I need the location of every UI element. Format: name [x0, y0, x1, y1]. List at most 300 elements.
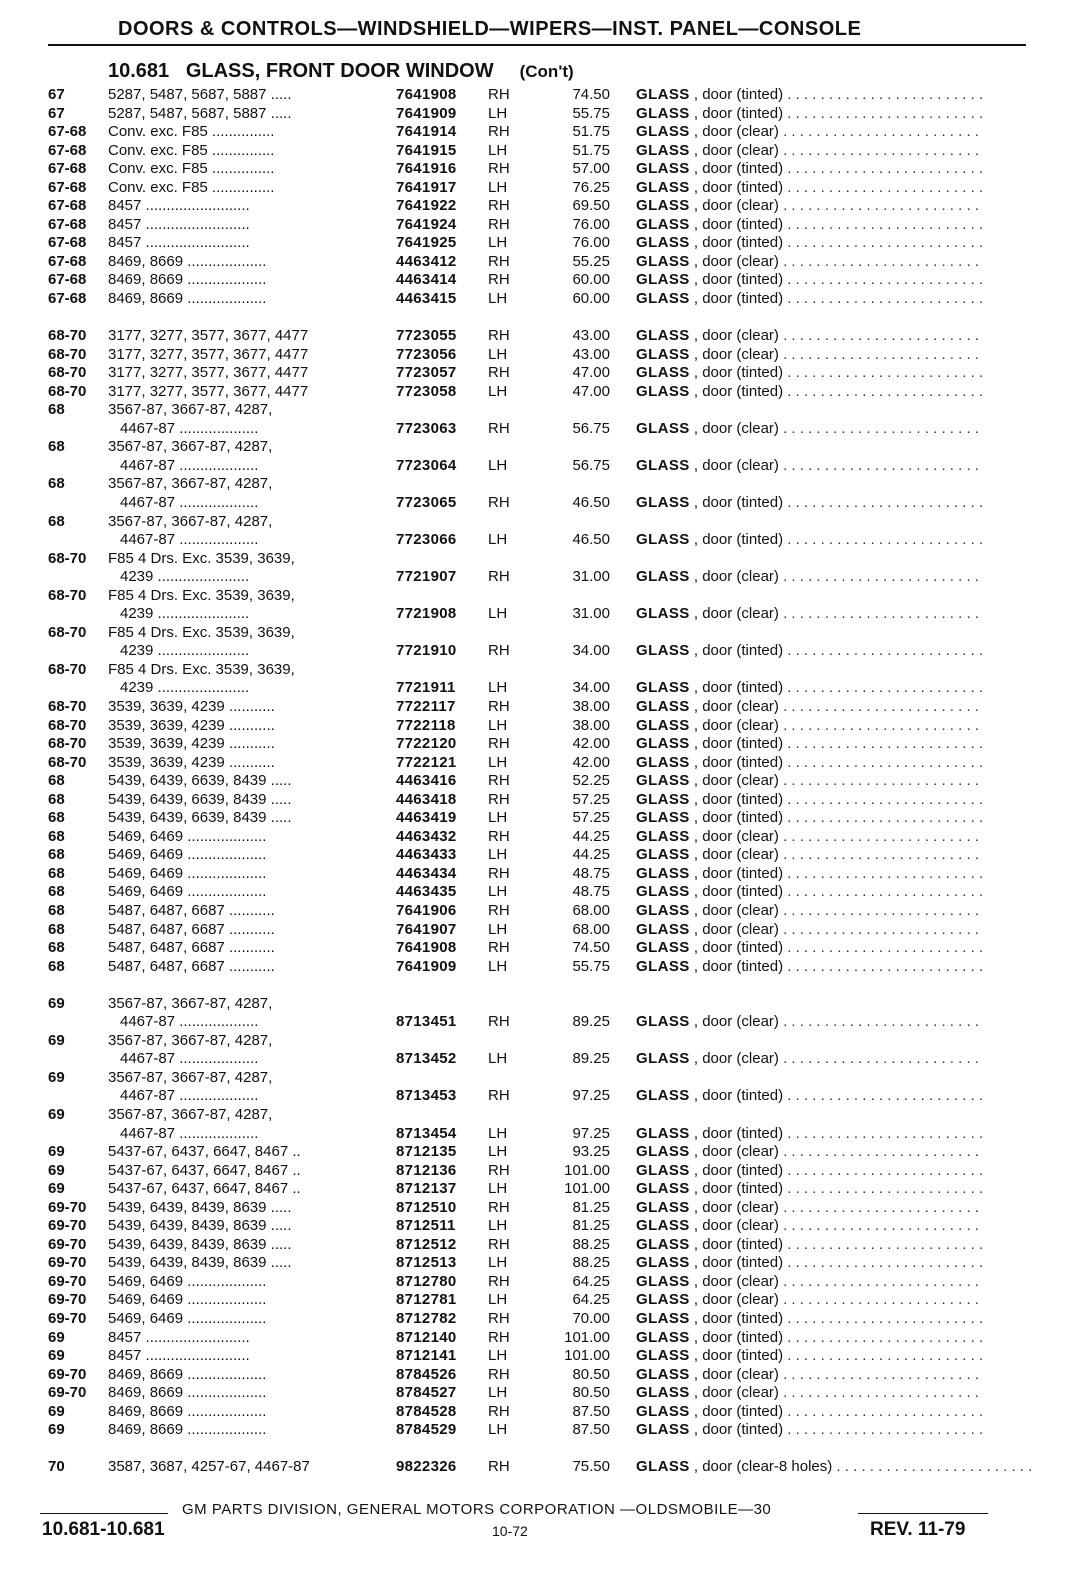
row-separator: ,	[689, 698, 703, 715]
row-description	[636, 605, 1002, 624]
row-separator: ,	[689, 735, 703, 753]
table-row	[0, 1069, 1084, 1106]
row-description-text: door (clear)	[702, 902, 779, 920]
row-separator: ,	[689, 271, 703, 289]
row-year: 68-70	[48, 549, 87, 567]
row-part-number: 7641914	[396, 123, 457, 141]
row-glass-label: GLASS	[636, 104, 690, 122]
row-model-line: 4467-87 ...................	[120, 1050, 259, 1068]
table-row	[0, 921, 1084, 940]
row-description-text: door (tinted)	[702, 1310, 784, 1327]
row-description-text: door (clear)	[702, 1050, 779, 1068]
row-part-number: 8712782	[396, 1310, 457, 1327]
row-price: 74.50	[572, 939, 610, 957]
row-year: 69-70	[48, 1235, 87, 1253]
row-part-number: 7641908	[396, 939, 457, 957]
table-row	[0, 717, 1084, 736]
row-description-text: door (clear)	[702, 568, 779, 586]
row-glass-label: GLASS	[636, 809, 690, 827]
row-glass-label: GLASS	[636, 252, 690, 270]
row-year: 69-70	[48, 1365, 87, 1383]
row-glass-label: GLASS	[636, 1161, 690, 1179]
row-part-number: 7722120	[396, 735, 457, 753]
row-side: LH	[488, 456, 508, 474]
row-model-line: 4239 ......................	[120, 605, 250, 623]
leader-dots: . . . . . . . . . . . . . . . . . . . . . . . .	[778, 327, 979, 345]
row-year: 69-70	[48, 1198, 87, 1216]
leader-dots: . . . . . . . . . . . . . . . . . . . . . . . .	[783, 531, 984, 549]
row-part-number: 7641907	[396, 920, 457, 938]
table-row	[0, 883, 1084, 902]
row-model	[108, 1384, 374, 1403]
row-model-line: 3177, 3277, 3577, 3677, 4477	[108, 364, 309, 382]
row-model-line: 5439, 6439, 8439, 8639 .....	[108, 1235, 292, 1253]
row-glass-label: GLASS	[636, 1087, 690, 1105]
row-price: 47.00	[572, 382, 610, 400]
row-model	[108, 735, 374, 754]
row-description-text: door (clear)	[702, 698, 779, 715]
row-description	[636, 1050, 1002, 1069]
row-description	[636, 364, 1002, 383]
table-row	[0, 364, 1084, 383]
row-year: 67-68	[48, 141, 87, 159]
row-year: 67	[48, 104, 65, 122]
row-side: LH	[488, 605, 508, 623]
row-glass-label: GLASS	[636, 1421, 690, 1439]
row-model-line: 5487, 6487, 6687 ...........	[108, 957, 275, 975]
row-price: 48.75	[572, 864, 610, 882]
leader-dots: . . . . . . . . . . . . . . . . . . . . . . . .	[783, 364, 984, 382]
row-description	[636, 1254, 1002, 1273]
row-description	[636, 1329, 1002, 1348]
leader-dots: . . . . . . . . . . . . . . . . . . . . . . . .	[783, 809, 984, 827]
row-model	[108, 475, 374, 512]
row-side: RH	[488, 493, 510, 511]
row-model-line: 4239 ......................	[120, 679, 250, 697]
row-glass-label: GLASS	[636, 1384, 690, 1402]
row-description-text: door (tinted)	[702, 1161, 784, 1179]
row-price: 101.00	[564, 1161, 610, 1179]
row-year: 68-70	[48, 753, 87, 771]
row-part-number: 7641925	[396, 234, 457, 252]
row-side: RH	[488, 864, 510, 882]
row-description	[636, 197, 1002, 216]
row-model	[108, 1032, 374, 1069]
row-separator: ,	[689, 902, 703, 920]
row-year: 68-70	[48, 327, 87, 345]
leader-dots: . . . . . . . . . . . . . . . . . . . . . . . .	[783, 104, 984, 122]
row-side: RH	[488, 1458, 510, 1476]
row-description-text: door (clear)	[702, 605, 779, 623]
row-model-line: 5439, 6439, 6639, 8439 .....	[108, 790, 292, 808]
row-part-number: 7723063	[396, 419, 457, 437]
row-separator: ,	[689, 1198, 703, 1216]
row-year: 69	[48, 1068, 65, 1086]
row-model	[108, 958, 374, 977]
row-side: LH	[488, 345, 508, 363]
row-description-text: door (tinted)	[702, 864, 784, 882]
row-description	[636, 86, 1002, 105]
leader-dots: . . . . . . . . . . . . . . . . . . . . . . . .	[783, 1328, 984, 1346]
footer-rule-left	[40, 1513, 168, 1514]
row-part-number: 7641917	[396, 178, 457, 196]
row-description	[636, 1384, 1002, 1403]
leader-dots: . . . . . . . . . . . . . . . . . . . . . . . .	[778, 827, 979, 845]
row-year: 67-68	[48, 160, 87, 178]
row-year: 67-68	[48, 290, 87, 308]
row-glass-label: GLASS	[636, 290, 690, 308]
row-side: RH	[488, 197, 510, 215]
row-year: 69	[48, 1031, 65, 1049]
row-separator: ,	[689, 957, 703, 975]
row-model-line: F85 4 Drs. Exc. 3539, 3639,	[108, 623, 295, 641]
leader-dots: . . . . . . . . . . . . . . . . . . . . . . . .	[783, 679, 984, 697]
row-model-line: 5439, 6439, 6639, 8439 .....	[108, 809, 292, 827]
row-model-line: 3177, 3277, 3577, 3677, 4477	[108, 382, 309, 400]
leader-dots: . . . . . . . . . . . . . . . . . . . . . . . .	[832, 1458, 1033, 1476]
row-model-line: 5287, 5487, 5687, 5887 .....	[108, 104, 292, 122]
table-row	[0, 809, 1084, 828]
row-model-line: 5439, 6439, 6639, 8439 .....	[108, 772, 292, 790]
row-separator: ,	[689, 642, 703, 660]
row-glass-label: GLASS	[636, 178, 690, 196]
leader-dots: . . . . . . . . . . . . . . . . . . . . . . . .	[778, 197, 979, 215]
table-row	[0, 197, 1084, 216]
leader-dots: . . . . . . . . . . . . . . . . . . . . . . . .	[783, 1254, 984, 1272]
row-price: 47.00	[572, 364, 610, 382]
row-separator: ,	[689, 827, 703, 845]
leader-dots: . . . . . . . . . . . . . . . . . . . . . . . .	[778, 419, 979, 437]
row-model	[108, 179, 374, 198]
row-price: 97.25	[572, 1124, 610, 1142]
row-model-line: 4239 ......................	[120, 642, 250, 660]
leader-dots: . . . . . . . . . . . . . . . . . . . . . . . .	[783, 957, 984, 975]
row-description	[636, 1013, 1002, 1032]
row-separator: ,	[689, 939, 703, 957]
row-model	[108, 271, 374, 290]
row-side: LH	[488, 753, 508, 771]
row-description-text: door (clear)	[702, 456, 779, 474]
row-description-text: door (tinted)	[702, 1124, 784, 1142]
row-part-number: 8712140	[396, 1328, 457, 1346]
row-year: 69	[48, 994, 65, 1012]
leader-dots: . . . . . . . . . . . . . . . . . . . . . . . .	[783, 271, 984, 289]
row-price: 101.00	[564, 1347, 610, 1365]
row-year: 68	[48, 827, 65, 845]
row-description	[636, 253, 1002, 272]
row-price: 57.00	[572, 160, 610, 178]
row-year: 67	[48, 86, 65, 103]
row-model-line: 8469, 8669 ...................	[108, 1365, 267, 1383]
row-part-number: 7641909	[396, 957, 457, 975]
row-glass-label: GLASS	[636, 1217, 690, 1235]
table-row	[0, 142, 1084, 161]
row-model	[108, 624, 374, 661]
leader-dots: . . . . . . . . . . . . . . . . . . . . . . . .	[783, 1087, 984, 1105]
row-description	[636, 735, 1002, 754]
row-description-text: door (clear)	[702, 345, 779, 363]
row-model	[108, 883, 374, 902]
row-separator: ,	[689, 419, 703, 437]
row-model	[108, 995, 374, 1032]
row-price: 97.25	[572, 1087, 610, 1105]
row-model-line: 3567-87, 3667-87, 4287,	[108, 438, 273, 456]
row-model-line: 4467-87 ...................	[120, 493, 259, 511]
table-row	[0, 1162, 1084, 1181]
row-side: RH	[488, 1272, 510, 1290]
leader-dots: . . . . . . . . . . . . . . . . . . . . . . . .	[783, 1402, 984, 1420]
row-separator: ,	[689, 1402, 703, 1420]
row-description-text: door (clear)	[702, 141, 779, 159]
leader-dots: . . . . . . . . . . . . . . . . . . . . . . . .	[778, 141, 979, 159]
row-model	[108, 1199, 374, 1218]
row-description-text: door (tinted)	[702, 215, 784, 233]
section-heading: 10.681 GLASS, FRONT DOOR WINDOW	[108, 60, 494, 82]
row-price: 69.50	[572, 197, 610, 215]
row-separator: ,	[689, 1180, 703, 1198]
table-row	[0, 1366, 1084, 1385]
leader-dots: . . . . . . . . . . . . . . . . . . . . . . . .	[783, 493, 984, 511]
row-description-text: door (clear-8 holes)	[702, 1458, 833, 1476]
table-row	[0, 253, 1084, 272]
row-description-text: door (tinted)	[702, 679, 784, 697]
row-description	[636, 1310, 1002, 1329]
row-model-line: 8469, 8669 ...................	[108, 1384, 267, 1402]
leader-dots: . . . . . . . . . . . . . . . . . . . . . . . .	[783, 642, 984, 660]
row-description-text: door (tinted)	[702, 1347, 784, 1365]
leader-dots: . . . . . . . . . . . . . . . . . . . . . . . .	[778, 123, 979, 141]
row-price: 88.25	[572, 1254, 610, 1272]
row-model-line: 3539, 3639, 4239 ...........	[108, 698, 275, 715]
row-part-number: 8712513	[396, 1254, 457, 1272]
row-glass-label: GLASS	[636, 1254, 690, 1272]
row-separator: ,	[689, 1217, 703, 1235]
table-row	[0, 1199, 1084, 1218]
parts-table	[0, 86, 1084, 1477]
row-glass-label: GLASS	[636, 1124, 690, 1142]
row-model	[108, 383, 374, 402]
leader-dots: . . . . . . . . . . . . . . . . . . . . . . . .	[778, 920, 979, 938]
table-row	[0, 1421, 1084, 1440]
row-model-line: 4467-87 ...................	[120, 456, 259, 474]
row-model	[108, 216, 374, 235]
leader-dots: . . . . . . . . . . . . . . . . . . . . . . . .	[783, 864, 984, 882]
row-year: 68-70	[48, 716, 87, 734]
row-price: 38.00	[572, 716, 610, 734]
leader-dots: . . . . . . . . . . . . . . . . . . . . . . . .	[783, 215, 984, 233]
row-part-number: 7722118	[396, 716, 456, 734]
row-separator: ,	[689, 215, 703, 233]
row-glass-label: GLASS	[636, 920, 690, 938]
row-description	[636, 568, 1002, 587]
row-side: LH	[488, 920, 508, 938]
row-model	[108, 661, 374, 698]
row-side: RH	[488, 772, 510, 790]
row-part-number: 7723056	[396, 345, 457, 363]
row-part-number: 8784526	[396, 1365, 457, 1383]
leader-dots: . . . . . . . . . . . . . . . . . . . . . . . .	[783, 753, 984, 771]
row-description	[636, 1199, 1002, 1218]
row-description-text: door (clear)	[702, 252, 779, 270]
table-row	[0, 1106, 1084, 1143]
row-price: 93.25	[572, 1143, 610, 1161]
row-year: 69	[48, 1180, 65, 1198]
row-description-text: door (tinted)	[702, 1421, 784, 1439]
leader-dots: . . . . . . . . . . . . . . . . . . . . . . . .	[783, 1347, 984, 1365]
row-side: RH	[488, 902, 510, 920]
row-description-text: door (clear)	[702, 1217, 779, 1235]
row-model-line: 8469, 8669 ...................	[108, 1421, 267, 1439]
table-row	[0, 846, 1084, 865]
row-description-text: door (tinted)	[702, 1254, 784, 1272]
row-year: 68	[48, 902, 65, 920]
row-side: RH	[488, 1087, 510, 1105]
row-price: 68.00	[572, 902, 610, 920]
row-description-text: door (clear)	[702, 1272, 779, 1290]
row-description-text: door (tinted)	[702, 271, 784, 289]
row-separator: ,	[689, 1143, 703, 1161]
row-description	[636, 1143, 1002, 1162]
table-row	[0, 772, 1084, 791]
row-separator: ,	[689, 716, 703, 734]
row-side: LH	[488, 1180, 508, 1198]
table-row	[0, 1403, 1084, 1422]
leader-dots: . . . . . . . . . . . . . . . . . . . . . . . .	[783, 1124, 984, 1142]
row-description	[636, 865, 1002, 884]
table-row	[0, 290, 1084, 309]
row-description-text: door (tinted)	[702, 382, 784, 400]
row-price: 68.00	[572, 920, 610, 938]
row-separator: ,	[689, 920, 703, 938]
row-model	[108, 1310, 374, 1329]
row-separator: ,	[689, 364, 703, 382]
row-model	[108, 123, 374, 142]
row-model	[108, 327, 374, 346]
row-description-text: door (clear)	[702, 1365, 779, 1383]
row-model-line: 8457 .........................	[108, 197, 250, 215]
row-model-line: Conv. exc. F85 ...............	[108, 123, 275, 141]
row-model-line: 4467-87 ...................	[120, 419, 259, 437]
row-model	[108, 1458, 374, 1477]
leader-dots: . . . . . . . . . . . . . . . . . . . . . . . .	[778, 252, 979, 270]
row-model	[108, 438, 374, 475]
row-description-text: door (tinted)	[702, 939, 784, 957]
table-row	[0, 1458, 1084, 1477]
row-part-number: 8712141	[396, 1347, 457, 1365]
row-separator: ,	[689, 178, 703, 196]
row-part-number: 8712512	[396, 1235, 457, 1253]
row-model	[108, 197, 374, 216]
row-side: RH	[488, 939, 510, 957]
row-glass-label: GLASS	[636, 790, 690, 808]
row-year: 68	[48, 846, 65, 864]
row-model-line: 3567-87, 3667-87, 4287,	[108, 401, 273, 419]
row-separator: ,	[689, 753, 703, 771]
footer-publisher: GM PARTS DIVISION, GENERAL MOTORS CORPORATION —OLDSMOBILE—30	[182, 1501, 772, 1518]
row-year: 68-70	[48, 698, 87, 715]
row-year: 69	[48, 1328, 65, 1346]
row-model-line: 3567-87, 3667-87, 4287,	[108, 475, 273, 493]
leader-dots: . . . . . . . . . . . . . . . . . . . . . . . .	[783, 883, 984, 901]
row-description-text: door (clear)	[702, 1198, 779, 1216]
row-model	[108, 142, 374, 161]
row-model	[108, 1291, 374, 1310]
row-part-number: 8712781	[396, 1291, 457, 1309]
row-model	[108, 1254, 374, 1273]
row-year: 69-70	[48, 1384, 87, 1402]
row-part-number: 7722117	[396, 698, 456, 715]
row-model-line: 3539, 3639, 4239 ...........	[108, 735, 275, 753]
row-part-number: 8712135	[396, 1143, 457, 1161]
row-glass-label: GLASS	[636, 1365, 690, 1383]
row-description-text: door (clear)	[702, 123, 779, 141]
row-glass-label: GLASS	[636, 1310, 690, 1327]
table-row	[0, 327, 1084, 346]
table-row	[0, 1180, 1084, 1199]
table-row	[0, 995, 1084, 1032]
row-year: 69	[48, 1402, 65, 1420]
row-description	[636, 791, 1002, 810]
header-rule	[48, 44, 1026, 46]
row-part-number: 8712510	[396, 1198, 457, 1216]
row-description	[636, 1162, 1002, 1181]
row-separator: ,	[689, 104, 703, 122]
row-model	[108, 253, 374, 272]
row-model-line: 8469, 8669 ...................	[108, 1402, 267, 1420]
leader-dots: . . . . . . . . . . . . . . . . . . . . . . . .	[778, 1143, 979, 1161]
row-model	[108, 717, 374, 736]
row-model-line: 8457 .........................	[108, 234, 250, 252]
row-part-number: 7723055	[396, 327, 457, 345]
row-model	[108, 160, 374, 179]
table-row	[0, 865, 1084, 884]
table-row	[0, 1217, 1084, 1236]
table-row	[0, 401, 1084, 438]
row-part-number: 4463419	[396, 809, 457, 827]
row-model	[108, 1403, 374, 1422]
row-price: 101.00	[564, 1328, 610, 1346]
row-description	[636, 754, 1002, 773]
row-glass-label: GLASS	[636, 364, 690, 382]
row-separator: ,	[689, 1384, 703, 1402]
row-price: 64.25	[572, 1272, 610, 1290]
leader-dots: . . . . . . . . . . . . . . . . . . . . . . . .	[783, 178, 984, 196]
row-model	[108, 772, 374, 791]
row-part-number: 4463414	[396, 271, 457, 289]
row-model-line: 5439, 6439, 8439, 8639 .....	[108, 1254, 292, 1272]
row-description-text: door (clear)	[702, 716, 779, 734]
row-separator: ,	[689, 846, 703, 864]
row-side: RH	[488, 1198, 510, 1216]
row-year: 69-70	[48, 1217, 87, 1235]
row-description	[636, 105, 1002, 124]
row-price: 57.25	[572, 809, 610, 827]
table-row	[0, 1329, 1084, 1348]
row-part-number: 8712780	[396, 1272, 457, 1290]
row-price: 48.75	[572, 883, 610, 901]
row-price: 56.75	[572, 419, 610, 437]
row-part-number: 7722121	[396, 753, 457, 771]
row-price: 42.00	[572, 753, 610, 771]
row-description	[636, 142, 1002, 161]
table-row	[0, 160, 1084, 179]
row-description	[636, 1236, 1002, 1255]
row-price: 88.25	[572, 1235, 610, 1253]
row-description	[636, 1273, 1002, 1292]
row-year: 68	[48, 475, 65, 493]
row-price: 51.75	[572, 123, 610, 141]
table-row	[0, 383, 1084, 402]
